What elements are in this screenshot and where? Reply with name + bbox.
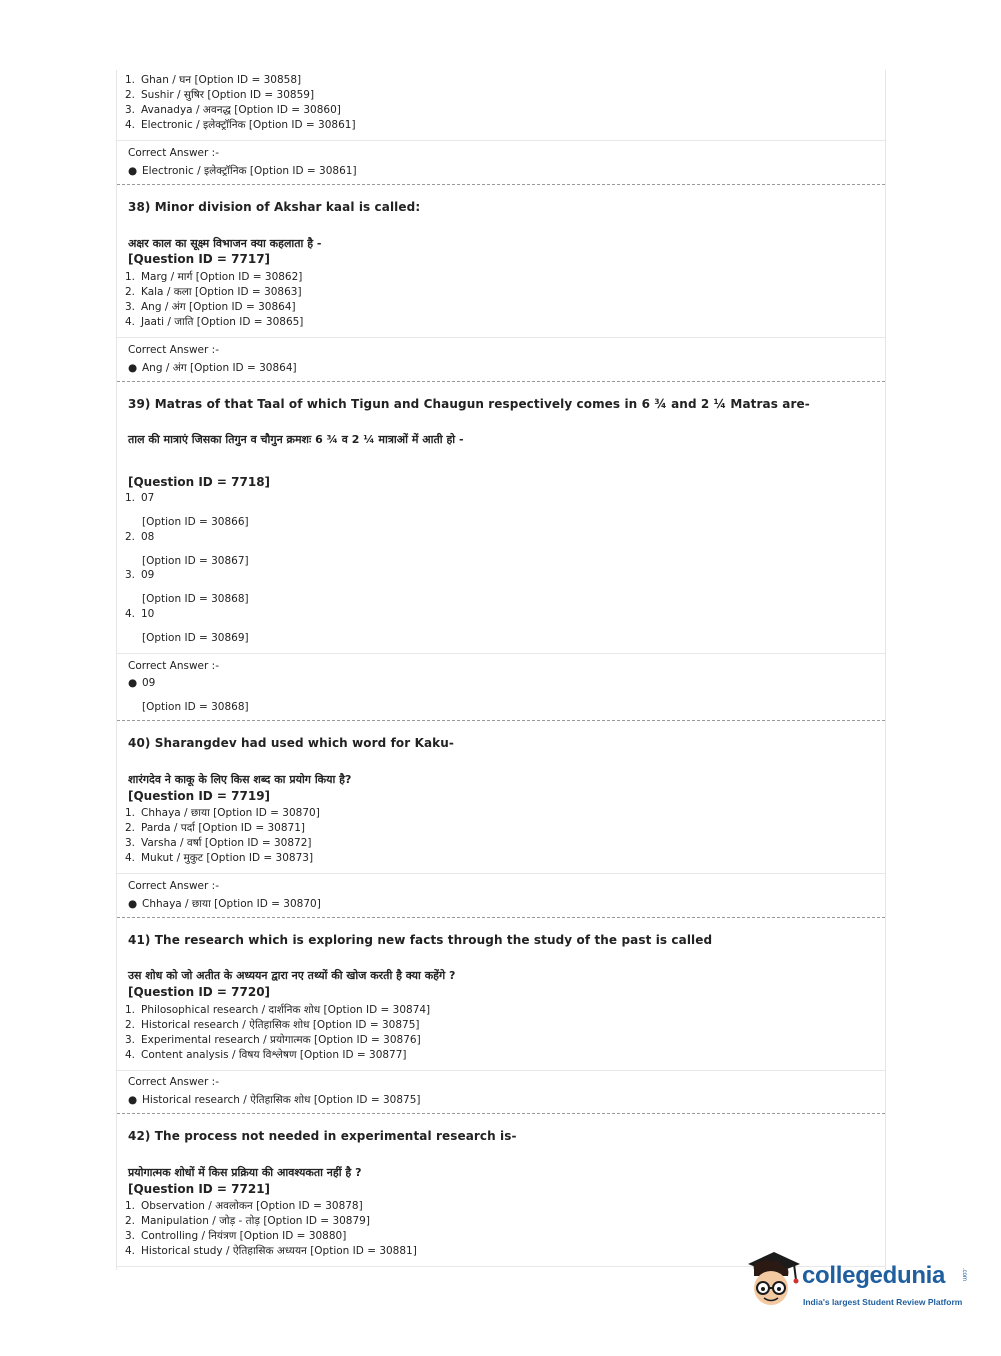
- question-hindi: उस शोध को जो अतीत के अध्ययन द्वारा नए तथ्यों की खोज करती है क्या कहेंगे ?: [128, 969, 456, 982]
- mascot-icon: [742, 1250, 802, 1312]
- option-id: [Option ID = 30867]: [142, 555, 249, 567]
- correct-answer-label: Correct Answer :-: [128, 1076, 219, 1088]
- logo-tagline: India's largest Student Review Platform: [803, 1297, 963, 1307]
- question-id: [Question ID = 7718]: [128, 475, 271, 489]
- option-line: 4. Electronic / इलेक्ट्रॉनिक [Option ID = 30861]: [125, 119, 356, 131]
- question-id: [Question ID = 7721]: [128, 1182, 271, 1196]
- divider: [117, 140, 885, 141]
- correct-answer-label: Correct Answer :-: [128, 660, 219, 672]
- option-line: 4. Jaati / जाति [Option ID = 30865]: [125, 316, 304, 328]
- option-line: 3. Experimental research / प्रयोगात्मक [Option ID = 30876]: [125, 1034, 421, 1046]
- question-id: [Question ID = 7719]: [128, 789, 271, 803]
- correct-answer-label: Correct Answer :-: [128, 880, 219, 892]
- option-line: 1. Marg / मार्ग [Option ID = 30862]: [125, 271, 303, 283]
- question-separator: [117, 381, 885, 382]
- logo-dotcom: .com: [961, 1268, 967, 1282]
- question-title: 40) Sharangdev had used which word for Kaku-: [128, 736, 454, 750]
- question-id: [Question ID = 7717]: [128, 252, 271, 266]
- collegedunia-logo[interactable]: [742, 1250, 972, 1314]
- question-separator: [117, 184, 885, 185]
- divider: [117, 337, 885, 338]
- option-line: 2. Manipulation / जोड़ - तोड़ [Option ID = 30879]: [125, 1215, 370, 1227]
- question-hindi: ताल की मात्राएं जिसका तिगुन व चौगुन क्रमशः 6 ¾ व 2 ¼ मात्राओं में आती हो -: [128, 433, 464, 446]
- option-line: 3. Controlling / नियंत्रण [Option ID = 30880]: [125, 1230, 347, 1242]
- option-line: 3. 09: [125, 569, 155, 581]
- option-line: 1. Philosophical research / दार्शनिक शोध [Option ID = 30874]: [125, 1004, 431, 1016]
- option-id: [Option ID = 30868]: [142, 701, 249, 713]
- correct-answer: ● 09: [128, 677, 156, 689]
- option-line: 4. Content analysis / विषय विश्लेषण [Option ID = 30877]: [125, 1049, 407, 1061]
- option-line: 1. Chhaya / छाया [Option ID = 30870]: [125, 807, 320, 819]
- option-line: 1. Observation / अवलोकन [Option ID = 30878]: [125, 1200, 363, 1212]
- divider: [117, 873, 885, 874]
- question-title: 38) Minor division of Akshar kaal is called:: [128, 200, 421, 214]
- correct-answer: ● Chhaya / छाया [Option ID = 30870]: [128, 898, 321, 910]
- option-line: 2. Kala / कला [Option ID = 30863]: [125, 286, 302, 298]
- divider: [117, 653, 885, 654]
- option-line: 1. Ghan / घन [Option ID = 30858]: [125, 74, 302, 86]
- question-hindi: प्रयोगात्मक शोधों में किस प्रक्रिया की आवश्यकता नहीं है ?: [128, 1166, 362, 1179]
- option-line: 2. Parda / पर्दा [Option ID = 30871]: [125, 822, 305, 834]
- option-line: 3. Varsha / वर्षा [Option ID = 30872]: [125, 837, 312, 849]
- correct-answer: ● Electronic / इलेक्ट्रॉनिक [Option ID = 30861]: [128, 165, 357, 177]
- option-line: 2. Historical research / ऐतिहासिक शोध [Option ID = 30875]: [125, 1019, 420, 1031]
- logo-brand: collegedunia: [802, 1262, 946, 1289]
- question-separator: [117, 720, 885, 721]
- correct-answer: ● Ang / अंग [Option ID = 30864]: [128, 362, 297, 374]
- divider: [117, 1070, 885, 1071]
- option-id: [Option ID = 30866]: [142, 516, 249, 528]
- question-title: 42) The process not needed in experimental research is-: [128, 1129, 517, 1143]
- question-title: 39) Matras of that Taal of which Tigun and Chaugun respectively comes in 6 ¾ and 2 ¼ Matras are-: [128, 397, 810, 411]
- question-hindi: शारंगदेव ने काकू के लिए किस शब्द का प्रयोग किया है?: [128, 773, 352, 786]
- correct-answer-label: Correct Answer :-: [128, 147, 219, 159]
- correct-answer-label: Correct Answer :-: [128, 344, 219, 356]
- option-line: 2. 08: [125, 531, 155, 543]
- question-separator: [117, 917, 885, 918]
- correct-answer: ● Historical research / ऐतिहासिक शोध [Option ID = 30875]: [128, 1094, 421, 1106]
- option-line: 3. Avanadya / अवनद्ध [Option ID = 30860]: [125, 104, 341, 116]
- question-title: 41) The research which is exploring new facts through the study of the past is called: [128, 933, 713, 947]
- option-line: 3. Ang / अंग [Option ID = 30864]: [125, 301, 296, 313]
- question-paper: [116, 70, 886, 1270]
- question-hindi: अक्षर काल का सूक्ष्म विभाजन क्या कहलाता है -: [128, 237, 322, 250]
- question-id: [Question ID = 7720]: [128, 985, 271, 999]
- option-line: 1. 07: [125, 492, 155, 504]
- question-separator: [117, 1113, 885, 1114]
- option-line: 4. 10: [125, 608, 155, 620]
- option-id: [Option ID = 30869]: [142, 632, 249, 644]
- option-line: 2. Sushir / सुषिर [Option ID = 30859]: [125, 89, 315, 101]
- option-line: 4. Mukut / मुकुट [Option ID = 30873]: [125, 852, 314, 864]
- option-id: [Option ID = 30868]: [142, 593, 249, 605]
- option-line: 4. Historical study / ऐतिहासिक अध्ययन [Option ID = 30881]: [125, 1245, 417, 1257]
